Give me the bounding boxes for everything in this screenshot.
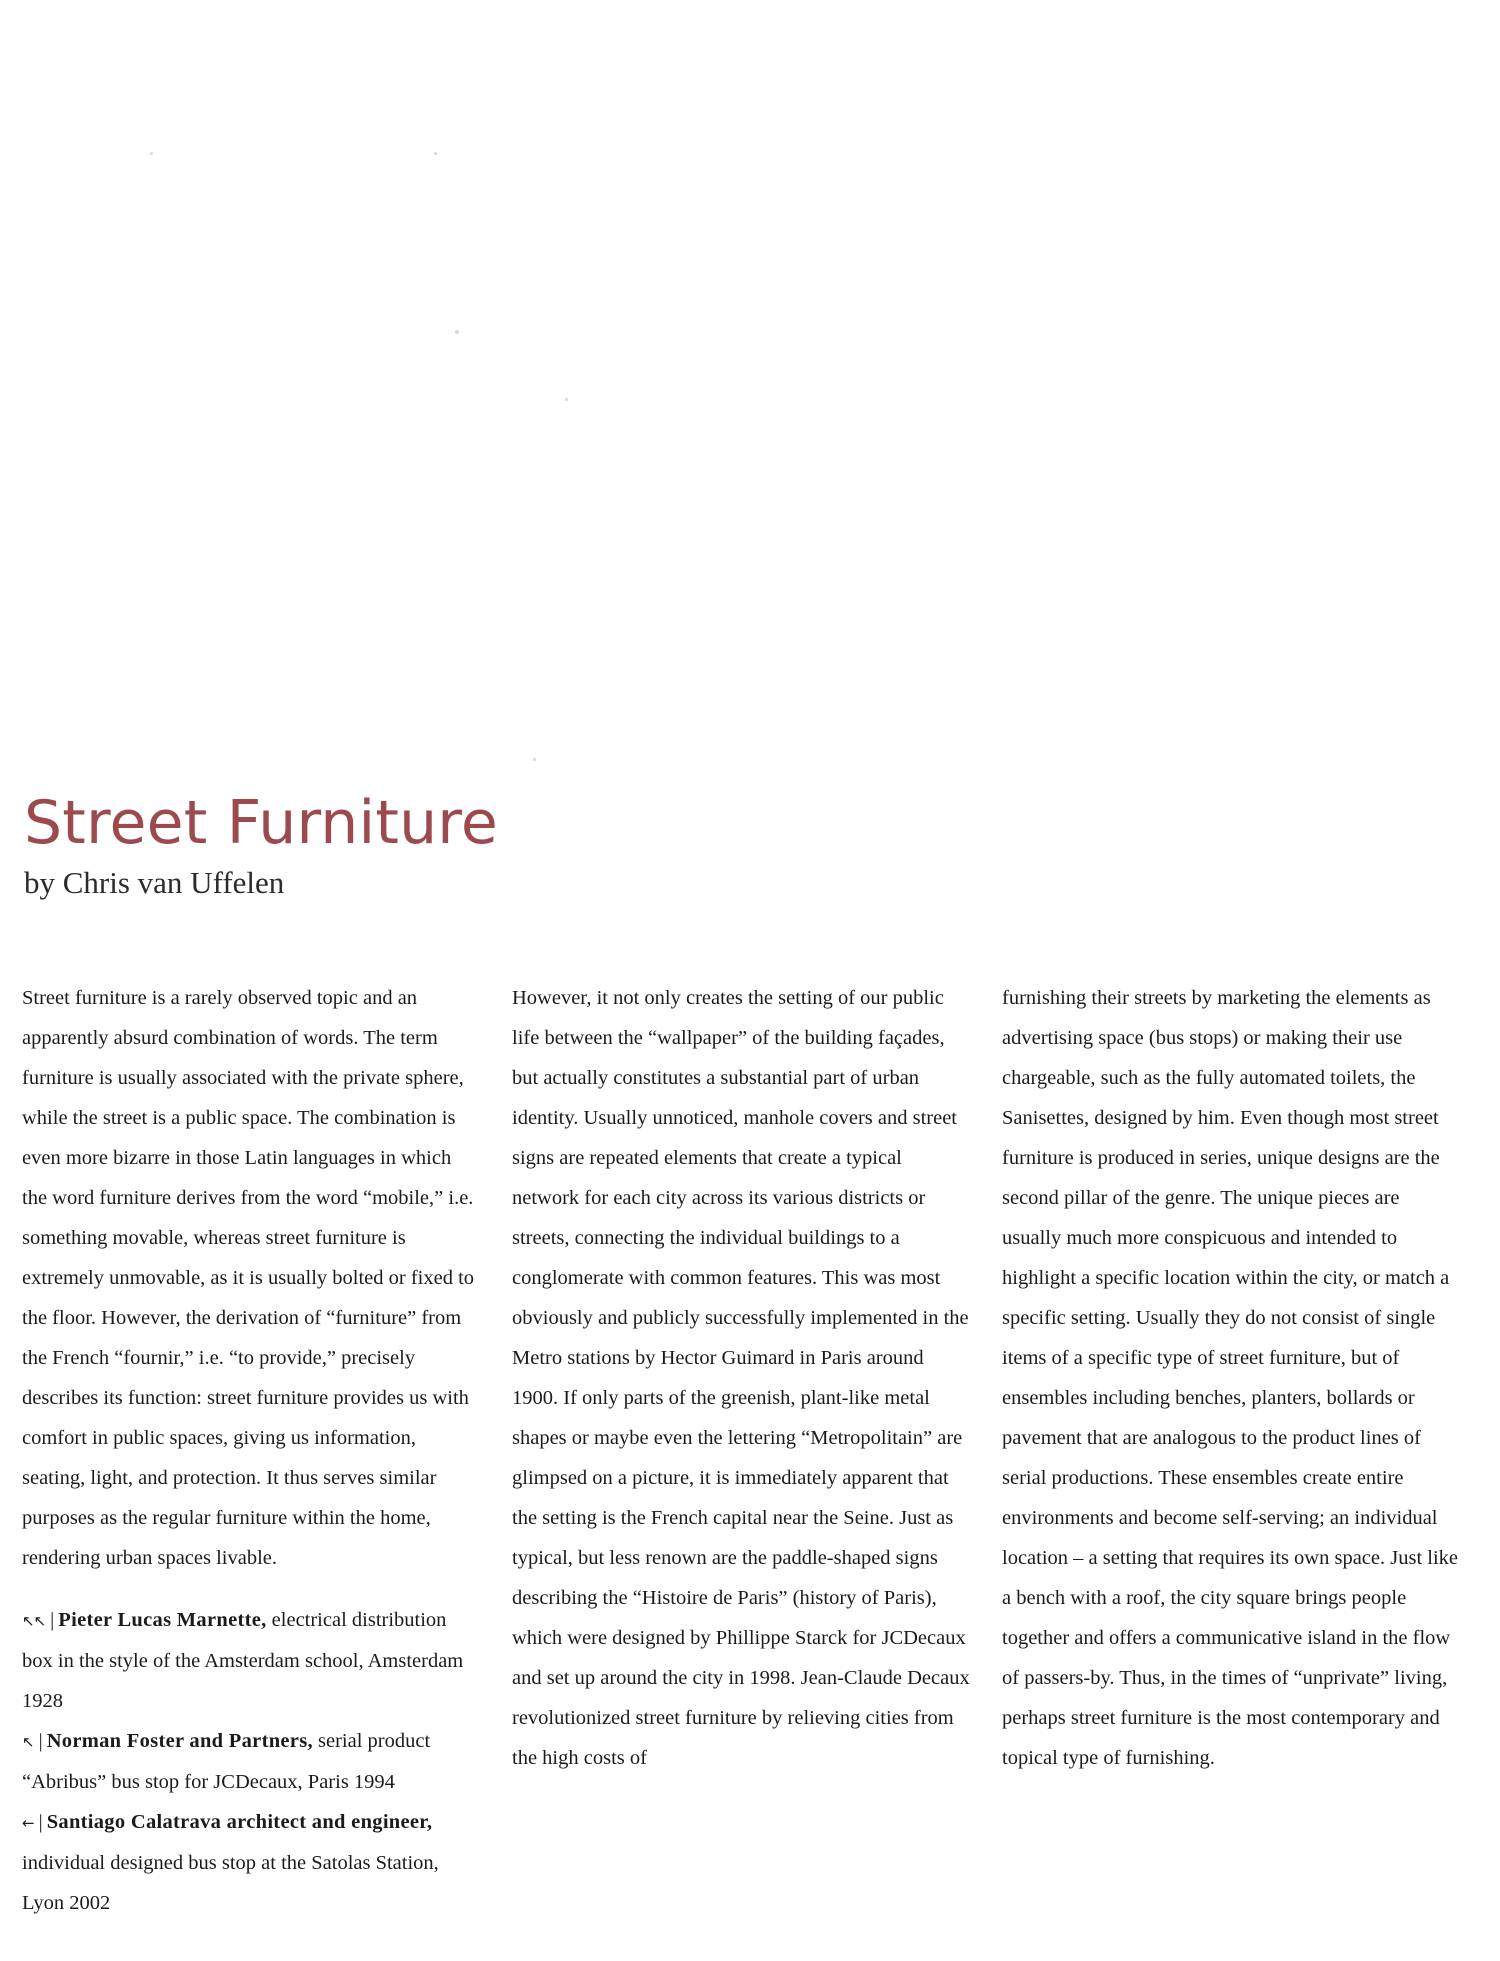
column-2 — [512, 978, 970, 1923]
caption-description: electrical distribution box in the style of the Amsterdam school, Amsterdam 1928 — [22, 1609, 464, 1712]
page-title: Street Furniture — [24, 788, 498, 858]
arrow-up-left-icon: ↖ — [22, 1733, 34, 1751]
author-byline: by Chris van Uffelen — [24, 865, 285, 900]
body-columns — [22, 978, 1477, 1923]
photo-placeholder-area — [0, 0, 1500, 780]
caption-separator: | — [38, 1730, 43, 1752]
caption-item — [22, 1600, 480, 1721]
caption-item — [22, 1721, 480, 1802]
arrow-left-icon: ← — [22, 1814, 34, 1832]
caption-credit: Pieter Lucas Marnette, — [58, 1609, 267, 1631]
paper-speck — [434, 152, 437, 155]
caption-credit: Norman Foster and Partners, — [46, 1730, 313, 1752]
caption-separator: | — [38, 1811, 43, 1833]
caption-description: individual designed bus stop at the Satolas Station, Lyon 2002 — [22, 1852, 439, 1914]
paper-speck — [533, 758, 536, 761]
caption-separator: | — [50, 1609, 55, 1631]
column-1 — [22, 978, 480, 1923]
column-3 — [1002, 978, 1460, 1923]
caption-credit: Santiago Calatrava architect and engineer, — [46, 1811, 433, 1833]
paper-speck — [455, 330, 459, 334]
paper-speck — [150, 152, 153, 155]
arrow-up-left-double-icon: ↖↖ — [22, 1612, 46, 1630]
body-paragraph: furnishing their streets by marketing the elements as advertising space (bus stops) or making their use chargeable, such as the fully automated toilets, the Sanisettes, designed by him. Even though most street furniture is produced in series, unique designs are the second pillar of the genre. The unique pieces are usually much more conspicuous and intended to highlight a specific location within the city, or match a specific setting. Usually they do not consist of single items of a specific type of street furniture, but of ensembles including benches, planters, bollards or pavement that are analogous to the product lines of serial productions. These ensembles create entire environments and become self-serving; an individual location – a setting that requires its own space. Just like a bench with a roof, the city square brings people together and offers a communicative island in the flow of passers-by. Thus, in the times of “unprivate” living, perhaps street furniture is the most contemporary and topical type of furnishing. — [1002, 987, 1459, 1769]
paper-speck — [565, 398, 568, 401]
caption-item — [22, 1802, 480, 1923]
caption-list — [22, 1600, 480, 1923]
body-paragraph: Street furniture is a rarely observed topic and an apparently absurd combination of words. The term furniture is usually associated with the private sphere, while the street is a public space. The combination is even more bizarre in those Latin languages in which the word furniture derives from the word “mobile,” i.e. something movable, whereas street furniture is extremely unmovable, as it is usually bolted or fixed to the floor. However, the derivation of “furniture” from the French “fournir,” i.e. “to provide,” precisely describes its function: street furniture provides us with comfort in public spaces, giving us information, seating, light, and protection. It thus serves similar purposes as the regular furniture within the home, rendering urban spaces livable. — [22, 987, 475, 1569]
title-block — [24, 790, 924, 902]
body-paragraph: However, it not only creates the setting of our public life between the “wallpaper” of the building façades, but actually constitutes a substantial part of urban identity. Usually unnoticed, manhole covers and street signs are repeated elements that create a typical network for each city across its various districts or streets, connecting the individual buildings to a conglomerate with common features. This was most obviously and publicly successfully implemented in the Metro stations by Hector Guimard in Paris around 1900. If only parts of the greenish, plant-like metal shapes or maybe even the lettering “Metropolitain” are glimpsed on a picture, it is immediately apparent that the setting is the French capital near the Seine. Just as typical, but less renown are the paddle-shaped signs describing the “Histoire de Paris” (history of Paris), which were designed by Phillippe Starck for JCDecaux and set up around the city in 1998. Jean-Claude Decaux revolutionized street furniture by relieving cities from the high costs of — [512, 987, 970, 1769]
caption-description: serial product “Abribus” bus stop for JCDecaux, Paris 1994 — [22, 1730, 431, 1793]
